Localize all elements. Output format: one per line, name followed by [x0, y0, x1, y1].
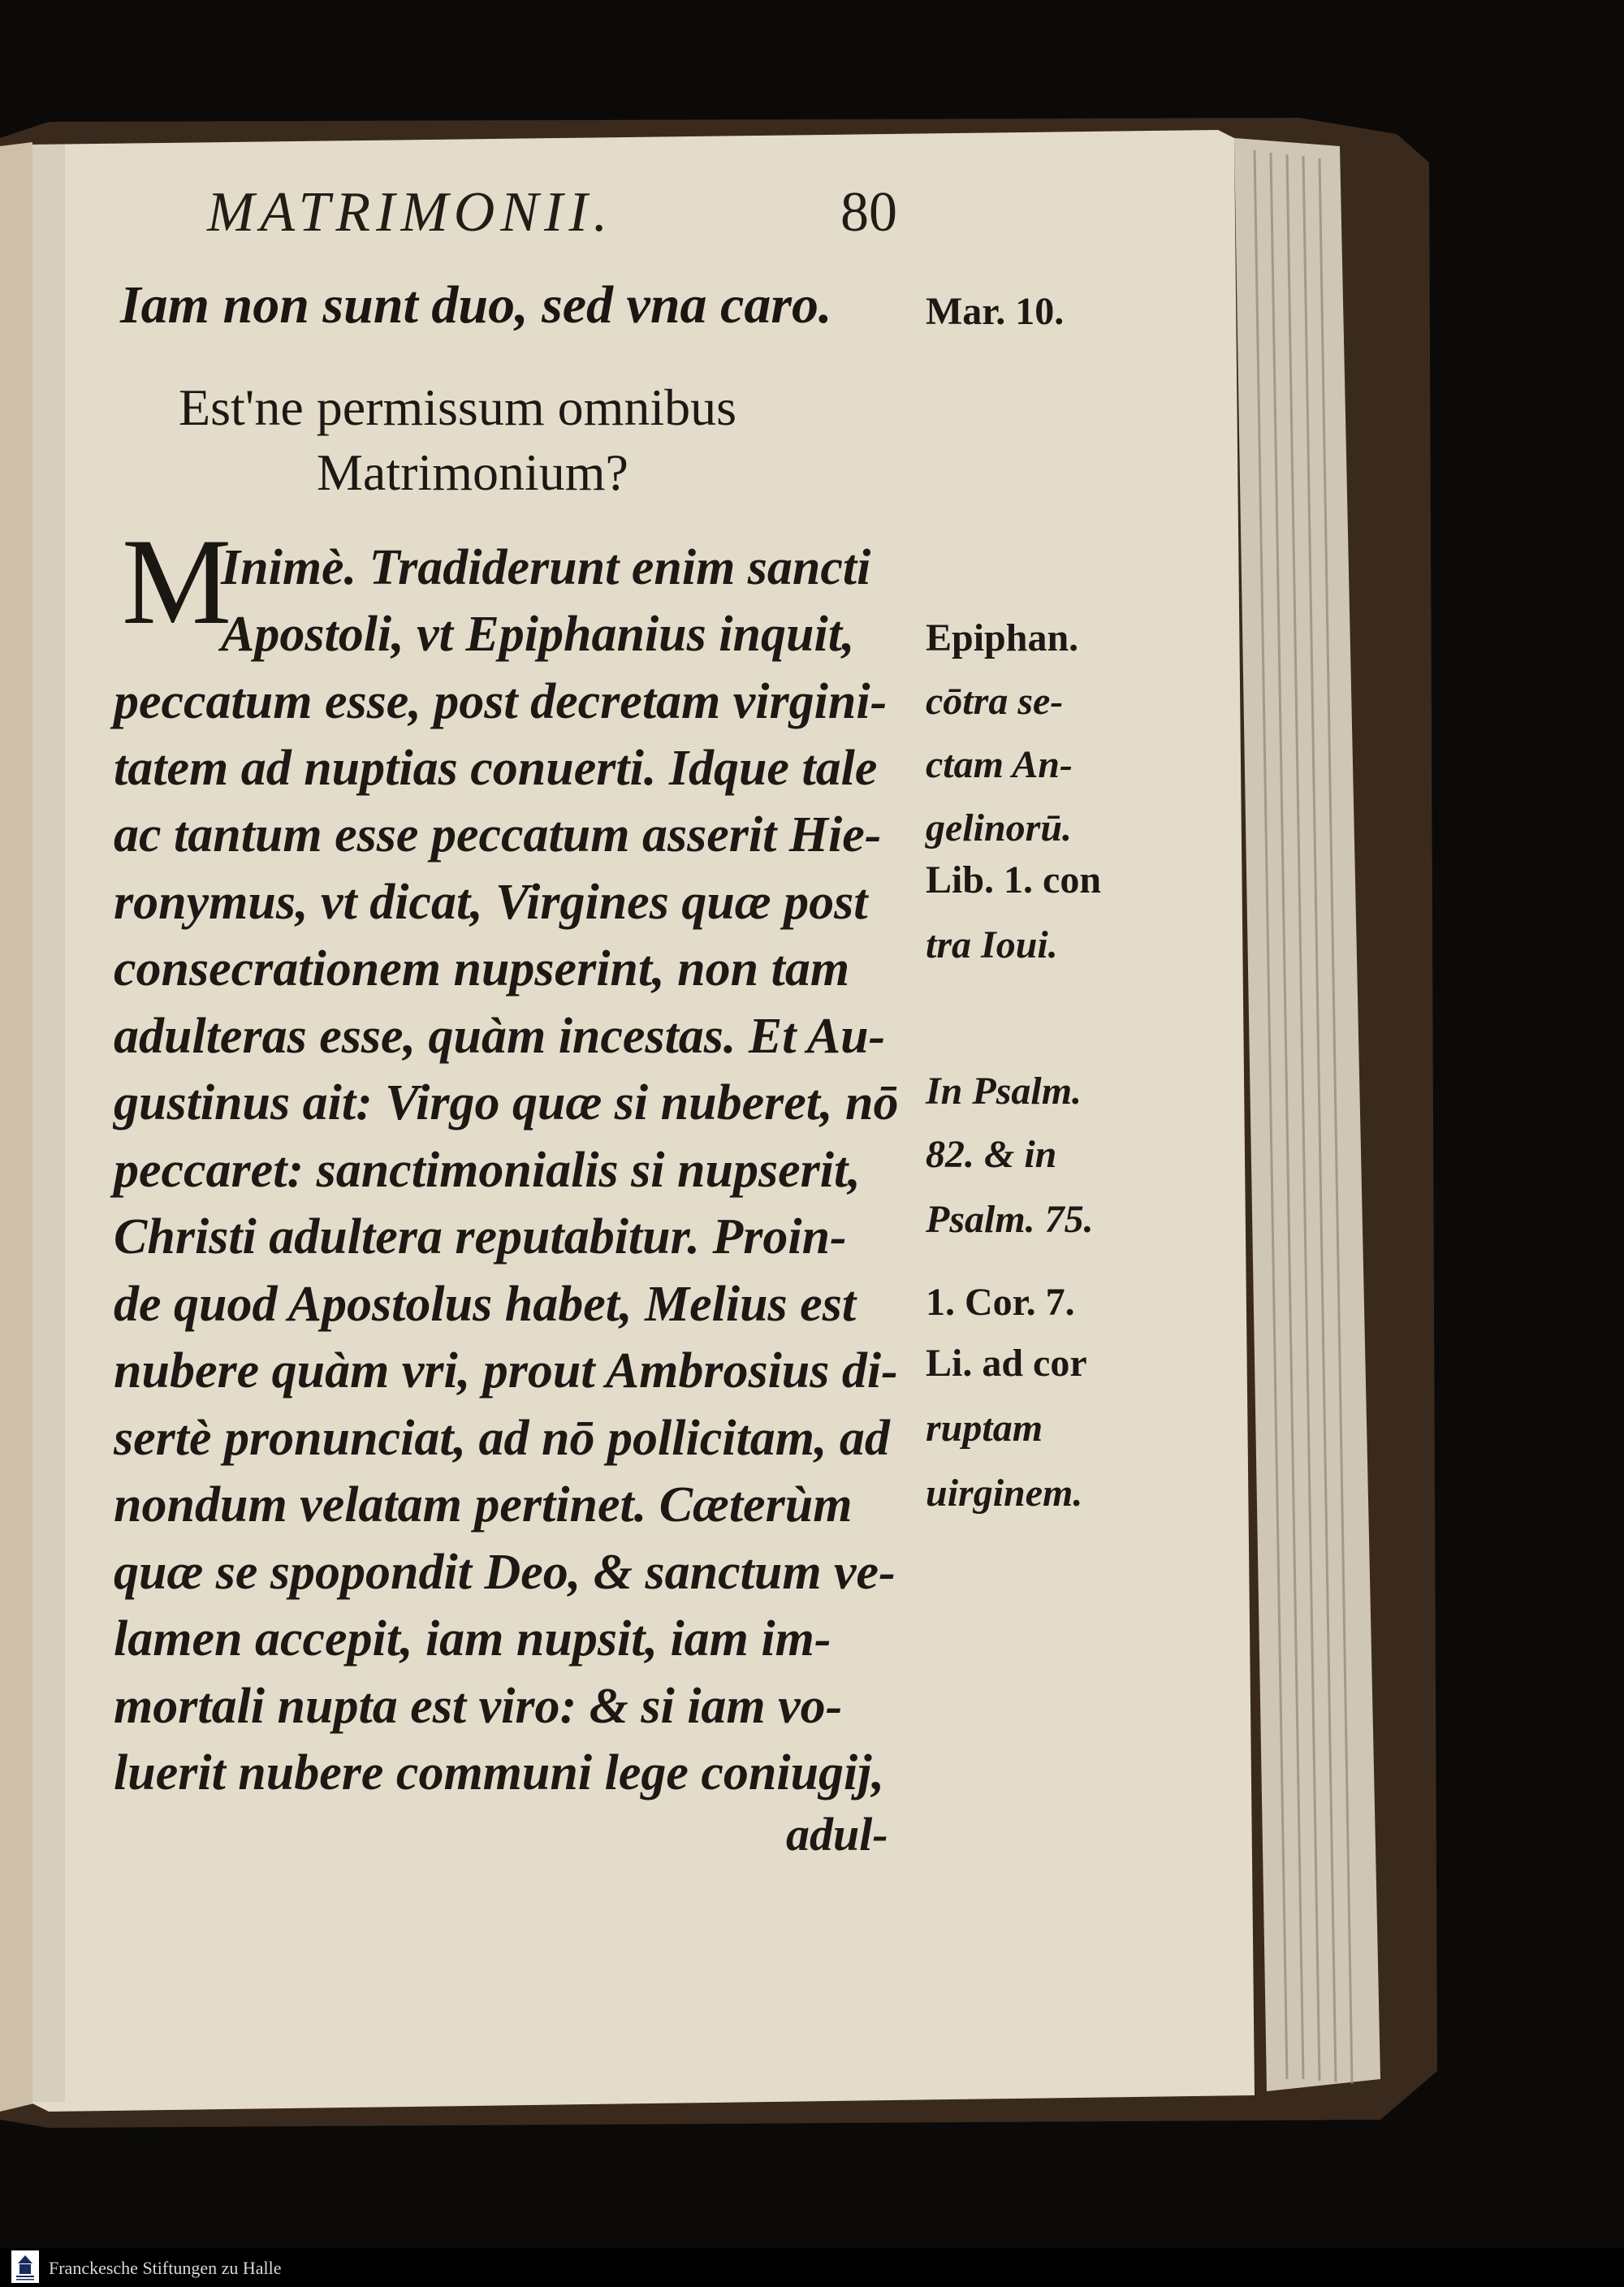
body-text-line: mortali nupta est viro: & si iam vo-: [114, 1679, 843, 1734]
margin-note: uirginem.: [926, 1472, 1083, 1515]
margin-note: cōtra se-: [926, 680, 1064, 723]
margin-note: gelinorū.: [926, 806, 1073, 850]
running-head: MATRIMONII.: [207, 181, 614, 244]
body-text-line: nubere quàm vri, prout Ambrosius di-: [114, 1343, 898, 1399]
margin-note: 82. & in: [926, 1133, 1057, 1176]
margin-note: Li. ad cor: [926, 1342, 1087, 1385]
body-text-line: peccaret: sanctimonialis si nupserit,: [114, 1143, 861, 1198]
body-text-line: quæ se spopondit Deo, & sanctum ve-: [114, 1545, 896, 1600]
margin-note: In Psalm.: [926, 1070, 1082, 1113]
section-heading-line-2: Matrimonium?: [317, 443, 628, 501]
drop-cap-initial: M: [122, 513, 232, 650]
left-page-edge: [0, 142, 34, 2112]
margin-note: Mar. 10.: [926, 290, 1065, 333]
body-text-line: adulteras esse, quàm incestas. Et Au-: [114, 1009, 886, 1064]
body-text-line: Inimè. Tradiderunt enim sancti: [221, 540, 871, 595]
body-text-line: de quod Apostolus habet, Melius est: [114, 1277, 857, 1332]
footer-credit: Franckesche Stiftungen zu Halle: [49, 2258, 282, 2278]
body-text-line: gustinus ait: Virgo quæ si nuberet, nō: [114, 1075, 899, 1131]
body-text-line: sertè pronunciat, ad nō pollicitam, ad: [114, 1411, 890, 1466]
margin-note: Epiphan.: [926, 616, 1079, 659]
body-text-line: Apostoli, vt Epiphanius inquit,: [221, 607, 855, 662]
body-text-line: ronymus, vt dicat, Virgines quæ post: [114, 875, 868, 930]
body-text-line: lamen accepit, iam nupsit, iam im-: [114, 1611, 831, 1667]
body-text-line: peccatum esse, post decretam virgini-: [114, 674, 888, 729]
body-text-line: luerit nubere communi lege coniugij,: [114, 1745, 885, 1801]
page-number: 80: [840, 181, 897, 244]
body-text-line: tatem ad nuptias conuerti. Idque tale: [114, 741, 878, 796]
body-text-line: nondum velatam pertinet. Cæterùm: [114, 1477, 853, 1533]
section-heading-line-1: Est'ne permissum omnibus: [179, 378, 737, 436]
margin-note: 1. Cor. 7.: [926, 1281, 1075, 1324]
catchword: adul-: [786, 1808, 888, 1861]
margin-note: ruptam: [926, 1407, 1043, 1450]
margin-note: Lib. 1. con: [926, 858, 1102, 901]
body-text-line: Christi adultera reputabitur. Proin-: [114, 1209, 847, 1265]
body-text-line: ac tantum esse peccatum asserit Hie-: [114, 807, 882, 862]
margin-note: tra Ioui.: [926, 923, 1058, 966]
scripture-quote: Iam non sunt duo, sed vna caro.: [120, 275, 832, 335]
body-text-line: consecrationem nupserint, non tam: [114, 941, 850, 997]
margin-note: Psalm. 75.: [926, 1198, 1094, 1241]
institution-logo-icon: [11, 2250, 39, 2283]
margin-note: ctam An-: [926, 743, 1073, 786]
